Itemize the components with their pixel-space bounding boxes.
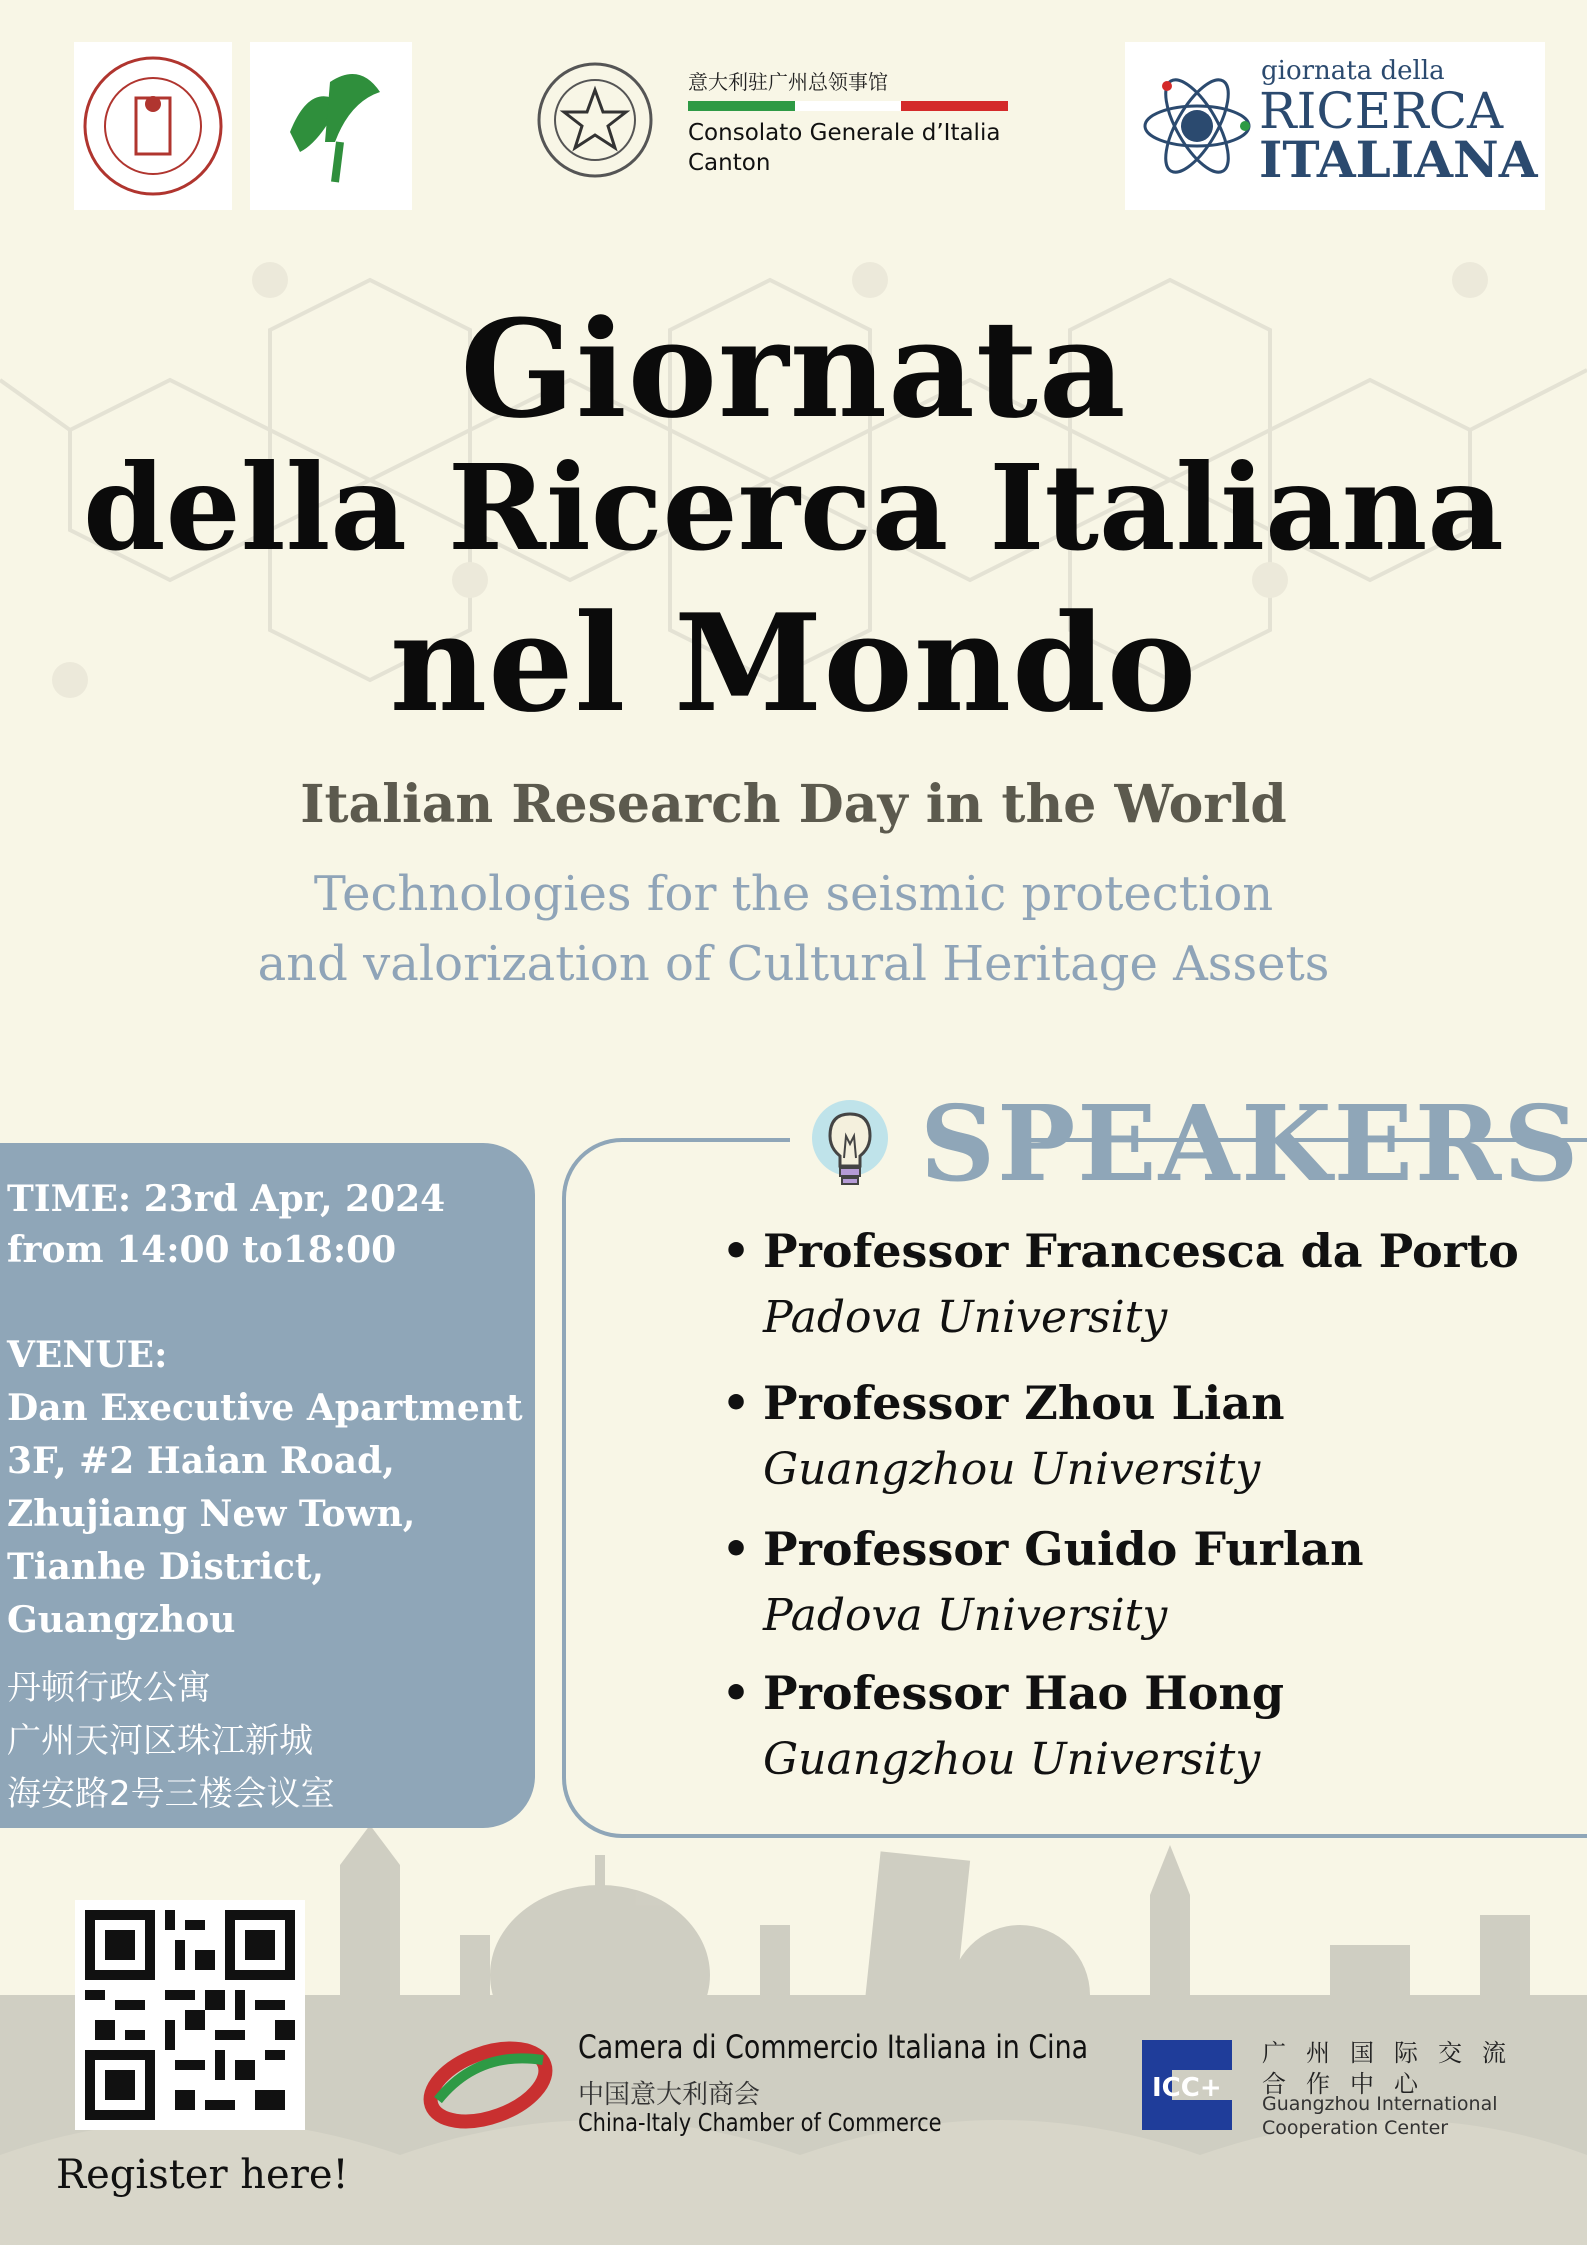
lightbulb-icon [808,1096,892,1196]
atom-icon [1137,56,1257,196]
register-label[interactable]: Register here! [56,2152,349,2198]
venue-line1: Dan Executive Apartment [7,1387,523,1429]
italian-flag-stripe [688,101,1008,111]
giornata-ricerca-logo [1125,42,1545,210]
consulate-city: Canton [688,150,771,176]
title-line3: nel Mondo [389,584,1198,742]
gicc-en-line1: Guangzhou International [1262,2093,1498,2115]
ccic-cn: 中国意大利商会 [578,2080,761,2110]
ccic-name: Camera di Commercio Italiana in Cina [578,2028,1089,2066]
venue-line3: Zhujiang New Town, [7,1493,416,1535]
time-line2: from 14:00 to18:00 [7,1229,397,1271]
padova-university-logo [74,42,232,210]
speaker-affiliation: Guangzhou University [763,1444,1261,1495]
speaker-name: Professor Francesca da Porto [763,1224,1519,1278]
speaker-bullet: • [722,1226,751,1277]
title-line1: Giornata [460,290,1127,448]
grit-line3: ITALIANA [1259,130,1538,189]
speaker-affiliation: Padova University [763,1590,1168,1641]
gicc-cn-line2: 合作中心 [1262,2070,1438,2098]
ccic-logo-icon [418,2030,558,2130]
venue-cn-line2: 广州天河区珠江新城 [7,1721,313,1761]
consulate-cn-text: 意大利驻广州总领事馆 [688,70,888,94]
ccic-en: China-Italy Chamber of Commerce [578,2108,942,2137]
grit-line2: RICERCA [1259,82,1504,140]
gicc-en-line2: Cooperation Center [1262,2117,1449,2139]
gicc-cn-line1: 广州国际交流 [1262,2039,1526,2067]
speaker-affiliation: Guangzhou University [763,1734,1261,1785]
theme-line1: Technologies for the seismic protection [313,866,1274,922]
speaker-name: Professor Zhou Lian [763,1376,1285,1430]
venue-line4: Tianhe District, [7,1546,325,1588]
italian-republic-emblem [530,50,660,190]
speaker-bullet: • [722,1668,751,1719]
speaker-name: Professor Hao Hong [763,1666,1285,1720]
speaker-name: Professor Guido Furlan [763,1522,1364,1576]
venue-label: VENUE: [7,1334,168,1376]
venue-cn-line3: 海安路2号三楼会议室 [7,1774,335,1814]
guangzhou-university-logo [250,42,412,210]
speaker-affiliation: Padova University [763,1292,1168,1343]
grit-line1: giornata della [1261,56,1445,86]
theme-line2: and valorization of Cultural Heritage Assets [257,936,1330,992]
speakers-heading: SPEAKERS [920,1082,1581,1205]
gicc-logo-icon [1132,2030,1242,2140]
consulate-name: Consolato Generale d’Italia [688,120,1001,146]
speaker-bullet: • [722,1378,751,1429]
venue-line5: Guangzhou [7,1599,236,1641]
speaker-bullet: • [722,1524,751,1575]
event-info-panel [0,1143,535,1828]
subtitle: Italian Research Day in the World [300,774,1287,835]
gicc-badge-text: ICC+ [1152,2073,1222,2103]
time-line1: TIME: 23rd Apr, 2024 [7,1178,446,1220]
title-line2: della Ricerca Italiana [83,438,1504,577]
venue-cn-line1: 丹顿行政公寓 [7,1668,211,1708]
venue-line2: 3F, #2 Haian Road, [7,1440,395,1482]
registration-qr-code[interactable] [75,1900,305,2130]
